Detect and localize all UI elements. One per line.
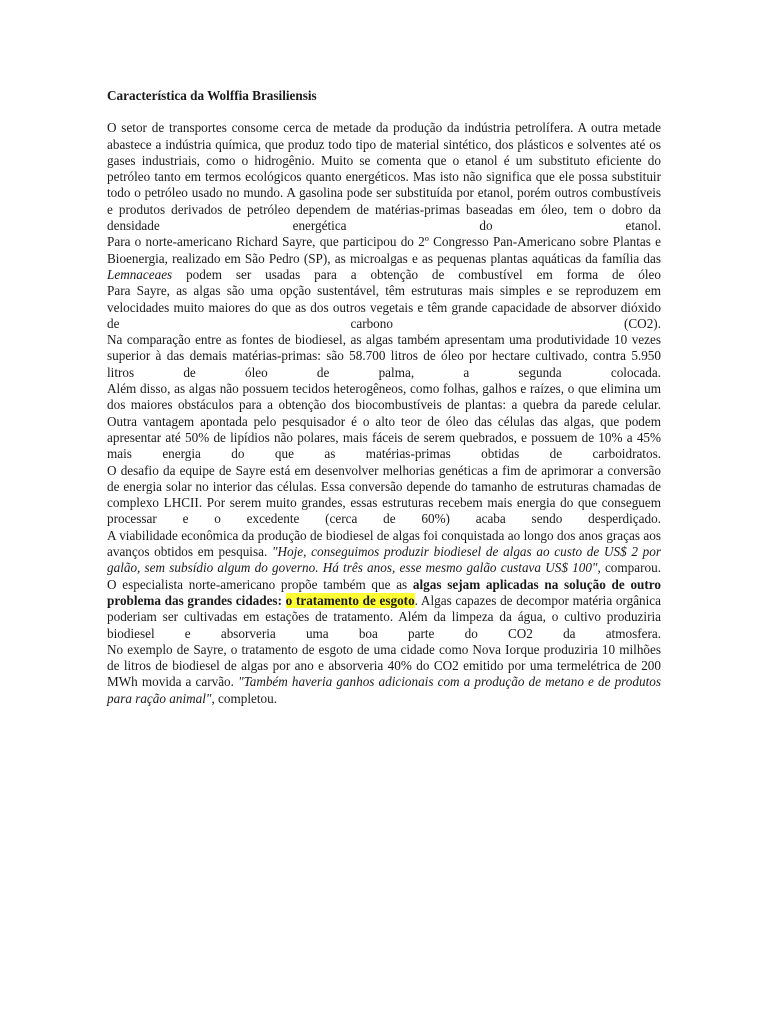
paragraph-9-highlight: o tratamento de esgoto bbox=[285, 592, 415, 608]
paragraph-2 bbox=[107, 234, 661, 283]
paragraph-2-text-a: Para o norte-americano Richard Sayre, que participou do 2º Congresso Pan-Americano sobre Plantas e Bioenergia, realizado em São Pedro (SP), as microalgas e as pequenas plantas aquáticas da família das bbox=[107, 234, 661, 266]
document-body bbox=[107, 88, 661, 707]
paragraph-8-quote: "Hoje, conseguimos produzir biodiesel de algas ao custo de US$ 2 por galão, sem subsídio algum do governo. Há três anos, esse mesmo galão custava US$ 100" bbox=[107, 544, 661, 576]
paragraph-2-text-b: podem ser usadas para a obtenção de combustível em forma de óleo bbox=[172, 266, 661, 282]
paragraph-10-text-a: No exemplo de Sayre, o tratamento de esgoto de uma cidade como Nova Iorque produziria 10 milhões de litros de biodiesel de algas por ano e absorveria 40% do CO2 emitido por uma termelétrica de 200 MWh movida a carvão. bbox=[107, 641, 661, 690]
paragraph-2-italic: Lemnaceaes bbox=[107, 266, 173, 282]
paragraph-10 bbox=[107, 642, 661, 707]
paragraph-6: Outra vantagem apontada pelo pesquisador é o alto teor de óleo das células das algas, que podem apresentar até 50% de lipídios não polares, mais fáceis de serem quebrados, e possuem de 10% a 45% mais energia do que as matérias-primas obtidas de carboidratos. bbox=[107, 413, 661, 462]
paragraph-8-text-a: A viabilidade econômica da produção de biodiesel de algas foi conquistada ao longo dos anos graças aos avanços obtidos em pesquisa. bbox=[107, 527, 661, 560]
paragraph-1: O setor de transportes consome cerca de metade da produção da indústria petrolífera. A outra metade abastece a indústria química, que produz todo tipo de material sintético, dos plásticos e solventes até os gases industriais, como o hidrogênio. Muito se comenta que o etanol é um substituto eficiente do petróleo tanto em termos ecológicos quanto energéticos. Mas isto não significa que ele possa substituir todo o petróleo usado no mundo. A gasolina pode ser substituída por etanol, porém outros combustíveis e produtos derivados de petróleo dependem de matérias-primas baseadas em óleo, tem o dobro da densidade energética do etanol. bbox=[107, 120, 661, 234]
paragraph-9-text-a: O especialista norte-americano propõe também que as bbox=[107, 576, 413, 592]
paragraph-8 bbox=[107, 528, 661, 577]
paragraph-7: O desafio da equipe de Sayre está em desenvolver melhorias genéticas a fim de aprimorar a conversão de energia solar no interior das células. Essa conversão depende do tamanho de estruturas chamadas de complexo LHCII. Por serem muito grandes, essas estruturas recebem mais energia do que conseguem processar e o excedente (cerca de 60%) acaba sendo desperdiçado. bbox=[107, 462, 661, 527]
paragraph-10-text-b: , completou. bbox=[211, 690, 278, 706]
paragraph-3: Para Sayre, as algas são uma opção sustentável, têm estruturas mais simples e se reproduzem em velocidades muito maiores do que as dos outros vegetais e têm grande capacidade de absorver dióxido de carbono (CO2). bbox=[107, 283, 661, 331]
paragraph-9-text-b: . Algas capazes de decompor matéria orgânica poderiam ser cultivadas em estações de tratamento. Além da limpeza da água, o cultivo produziria biodiesel e absorveria uma boa parte do CO2 da atmosfera. bbox=[107, 592, 662, 641]
paragraph-5: Além disso, as algas não possuem tecidos heterogêneos, como folhas, galhos e raízes, o que elimina um dos maiores obstáculos para a obtenção dos biocombustíveis de plantas: a quebra da parede celular. bbox=[107, 381, 661, 413]
document-title: Característica da Wolffia Brasiliensis bbox=[107, 88, 317, 103]
paragraph-10-quote: "Também haveria ganhos adicionais com a produção de metano e de produtos para ração animal" bbox=[107, 674, 661, 706]
paragraph-9-bold: algas sejam aplicadas na solução de outro problema das grandes cidades: bbox=[107, 576, 661, 608]
paragraph-4: Na comparação entre as fontes de biodiesel, as algas também apresentam uma produtividade 10 vezes superior à das demais matérias-primas: são 58.700 litros de óleo por hectare cultivado, contra 5.950 litros de óleo de palma, a segunda colocada. bbox=[107, 332, 661, 380]
paragraph-8-text-b: , comparou. bbox=[597, 560, 661, 576]
paragraph-9 bbox=[107, 577, 661, 642]
